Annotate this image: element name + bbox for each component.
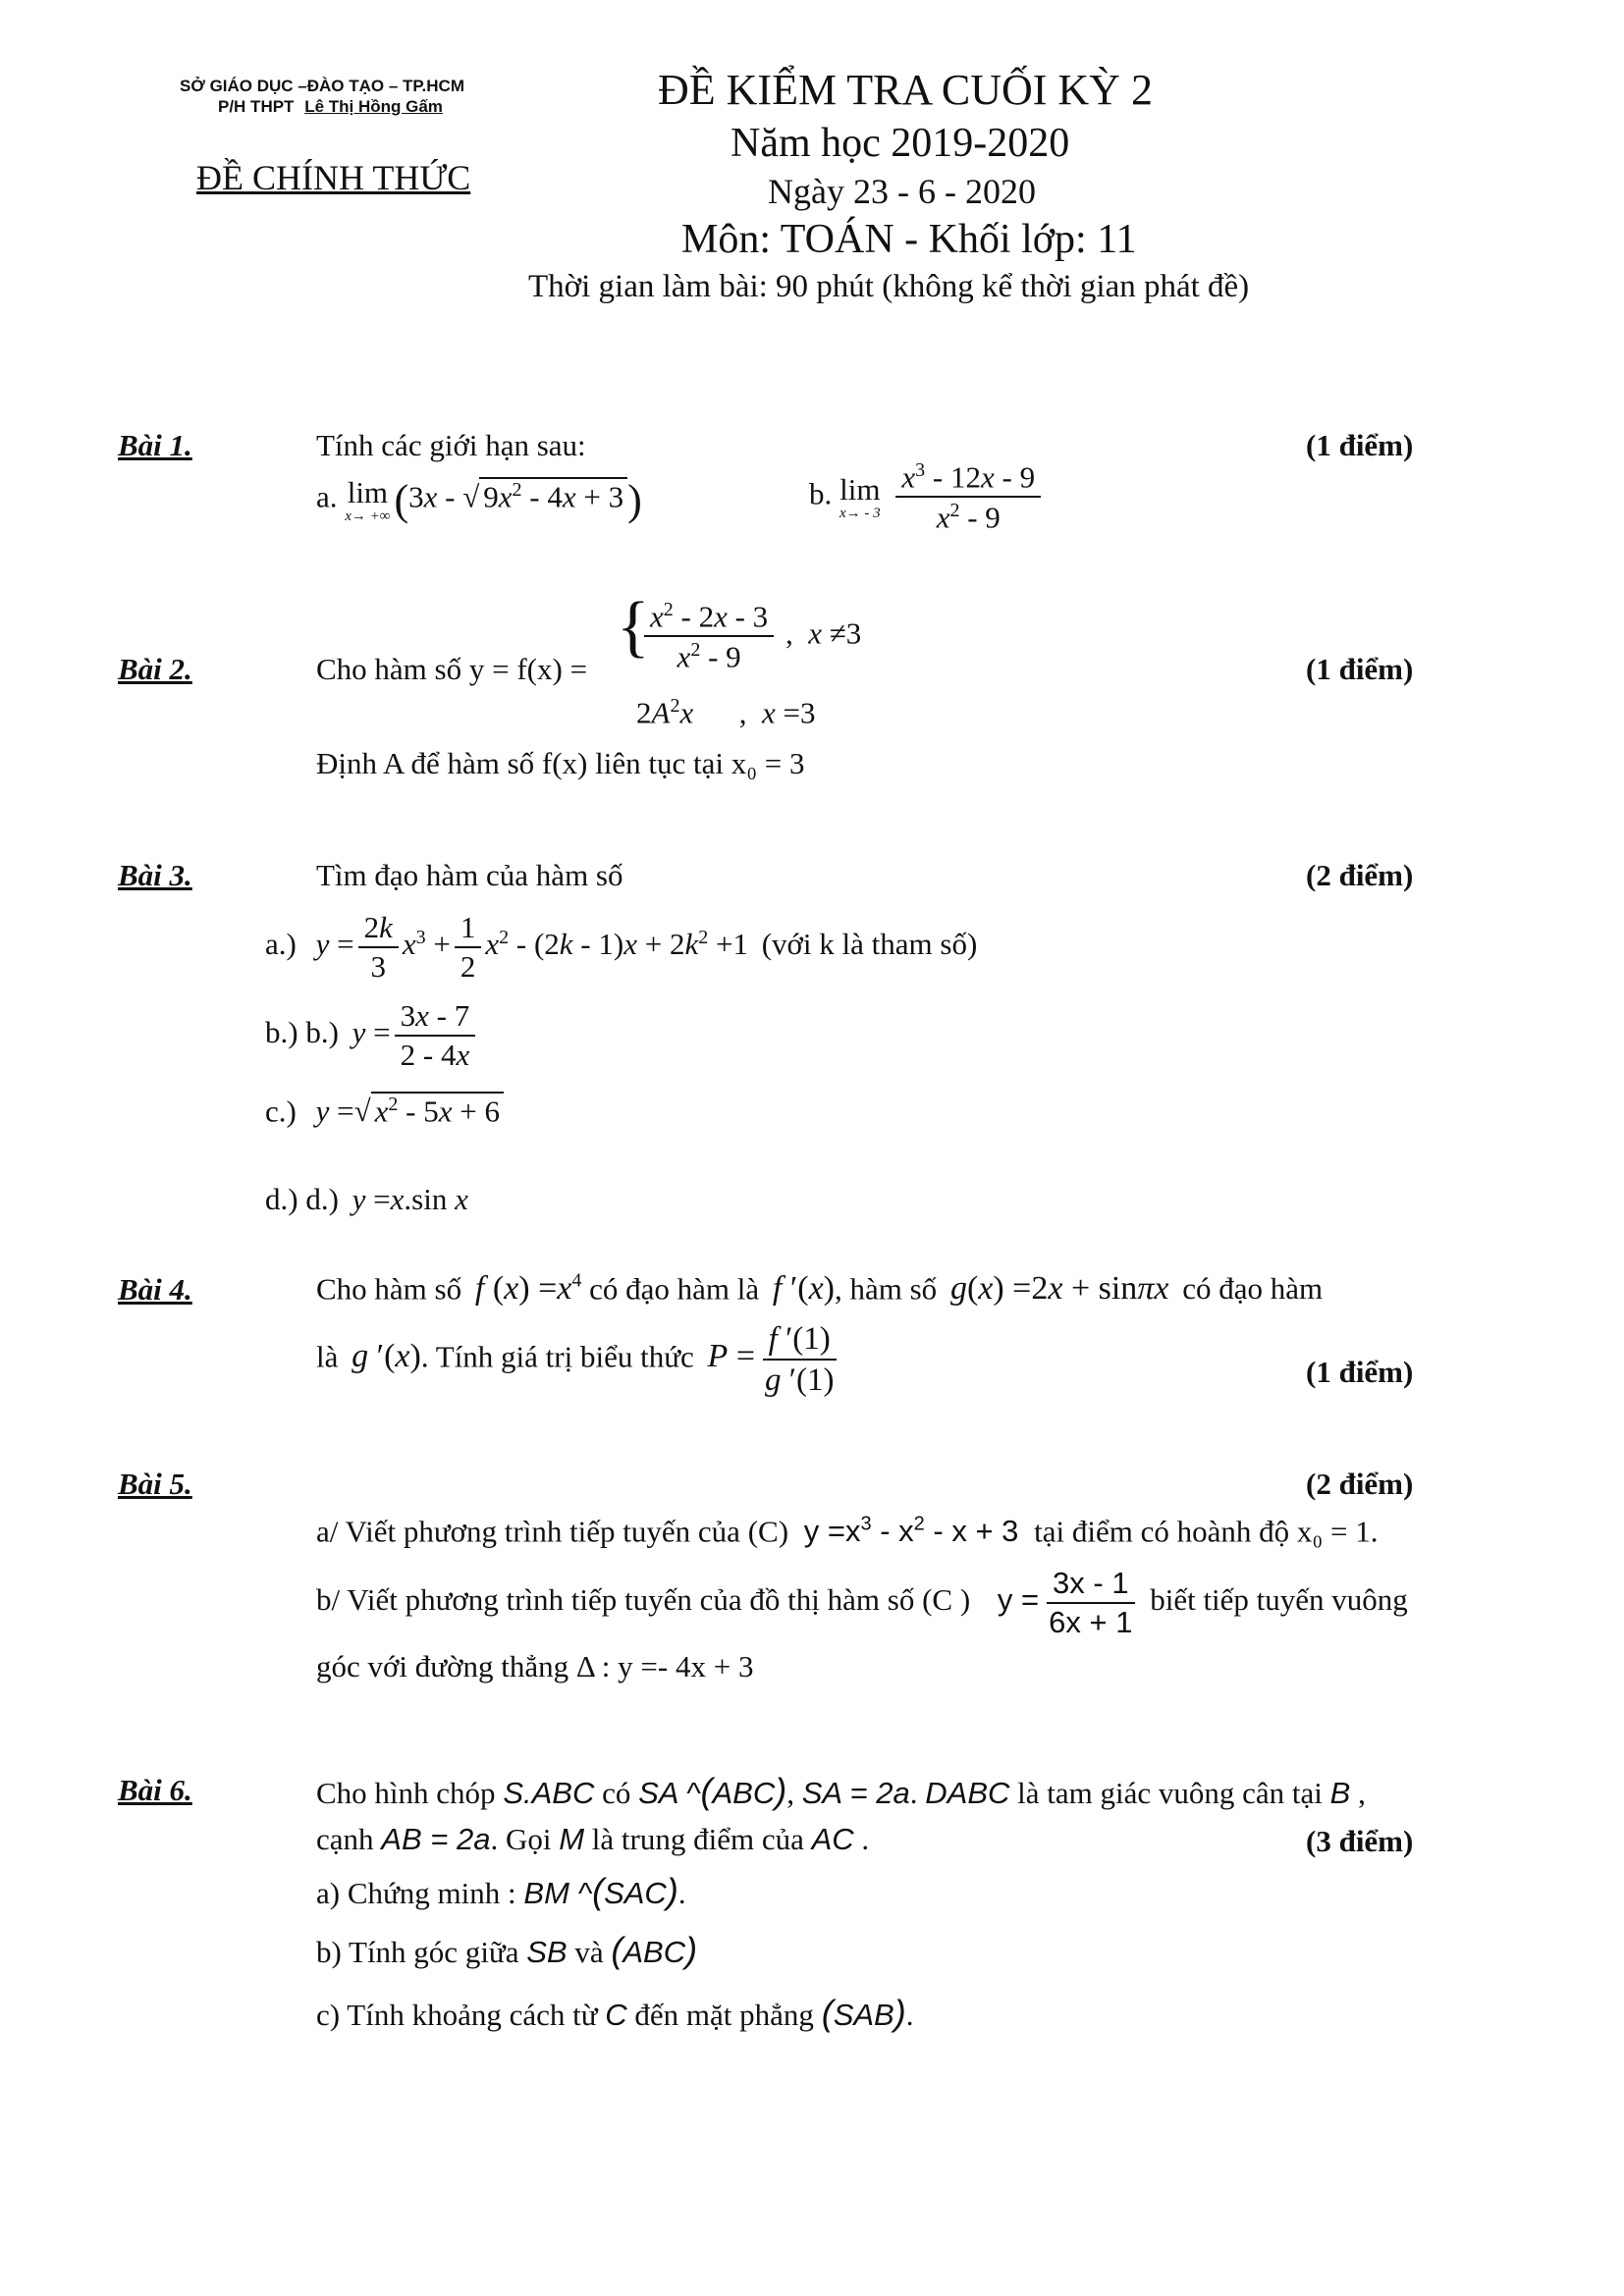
bai6-text-e: . Gọi [490, 1822, 552, 1856]
school-line [218, 97, 443, 117]
bai5-b-text-2: biết tiếp tuyến vuông [1150, 1582, 1408, 1618]
piecewise-case-1: $\frac{x^2 - 2x - 3}{x^2 - 9}$ , x ≠3 [640, 599, 861, 674]
bai3-c-label: c.) [265, 1094, 297, 1129]
bai6-line2: cạnh AB = 2a. Gọi M là trung điểm của AC . [316, 1822, 870, 1856]
fraction: $\frac{x^3 - 12x - 9}{x^2 - 9}$ [895, 459, 1041, 535]
bai4-text-b: có đạo hàm là [589, 1271, 760, 1307]
duration-line: Thời gian làm bài: 90 phút (không kể thời gian phát đề) [528, 269, 1250, 304]
bai4-line1: Cho hàm số f $(x) =x^4$ có đạo hàm là f ′(x), hàm số g(x) =2x + sinπx có đạo hàm [316, 1270, 1324, 1308]
bai1-b [809, 459, 1045, 535]
bai1-label: Bài 1. [118, 428, 192, 462]
bai6-qc: c) Tính khoảng cách từ C đến mặt phẳng (SAB). [316, 1993, 914, 2033]
bai1-text: Tính các giới hạn sau: [316, 428, 586, 462]
bai6-qb-text-2: và [574, 1935, 604, 1969]
bai3-points: (2 điểm) [1306, 858, 1414, 892]
bai6-line1: Cho hình chóp S.ABC có SA ^(ABC), SA = 2a. DABC là tam giác vuông cân tại B , [316, 1771, 1366, 1811]
bai6-qa: a) Chứng minh : BM ^(SAC). [316, 1871, 686, 1911]
bai1-b-label: b. [809, 476, 833, 511]
bai2-label: Bài 2. [118, 652, 192, 686]
bai6-text-b: có [602, 1776, 631, 1810]
bai5-a-text-1: a/ Viết phương trình tiếp tuyến của (C) [316, 1514, 789, 1549]
bai4-points: (1 điểm) [1306, 1355, 1414, 1389]
bai5-a: a/ Viết phương trình tiếp tuyến của (C) $y =x^3 - x^2 - x + 3$ tại điểm có hoành độ x₀ = 1. [316, 1514, 1379, 1549]
bai4-text-a: Cho hàm số [316, 1271, 462, 1307]
bai3-d-label: d.) d.) [265, 1182, 339, 1216]
bai1-points: (1 điểm) [1306, 428, 1414, 462]
bai1-a: a. lim x→ +∞ (3x - √ $9x^2 - 4x + 3$) [316, 475, 642, 524]
bai2-points: (1 điểm) [1306, 652, 1414, 686]
bai4-text-d: có đạo hàm [1182, 1271, 1324, 1307]
bai3-a: a.) y = $\frac{2k}{3}$ $x^3$ + $\frac{1}{2}$ $x^2 - (2k - 1)x + 2k^2 +1$ (với k là tham số) [265, 910, 978, 985]
bai6-label: Bài 6. [118, 1773, 192, 1807]
exam-date: Ngày 23 - 6 - 2020 [768, 172, 1036, 211]
subject-line: Môn: TOÁN - Khối lớp: 11 [681, 217, 1137, 262]
bai6-qb: b) Tính góc giữa SB và (ABC) [316, 1930, 698, 1970]
bai3-label: Bài 3. [118, 858, 192, 892]
bai1-a-label: a. [316, 479, 338, 514]
bai4-text-c: , hàm số [835, 1271, 938, 1307]
official-label: ĐỀ CHÍNH THỨC [196, 158, 471, 197]
bai6-text-d: cạnh [316, 1822, 374, 1856]
bai3-a-label: a.) [265, 927, 297, 962]
bai6-points: (3 điểm) [1306, 1824, 1414, 1858]
fraction: $\frac{2k}{3}$ [358, 911, 399, 984]
fraction: $\frac{x^2 - 2x - 3}{x^2 - 9}$ [644, 599, 774, 674]
bai6-text-f: là trung điểm của [591, 1822, 804, 1856]
piecewise-brace: { [617, 589, 650, 665]
bai3-b-label: b.) b.) [265, 1015, 339, 1050]
school-prefix: P/H THPT [218, 97, 295, 116]
fraction: $\frac{3x - 1}{6x + 1}$ [1043, 1567, 1138, 1639]
department-name: SỞ GIÁO DỤC –ĐÀO TẠO – TP.HCM [180, 77, 464, 95]
bai2-text: Cho hàm số y = f(x) = [316, 652, 588, 686]
bai5-b-text-1: b/ Viết phương trình tiếp tuyến của đồ thị hàm số (C ) [316, 1582, 971, 1618]
bai5-a-text-2: tại điểm có hoành độ x₀ = 1. [1034, 1514, 1379, 1549]
bai3-d: d.) d.) y =x.sin x [265, 1182, 468, 1216]
bai3-text: Tìm đạo hàm của hàm số [316, 858, 623, 892]
bai5-label: Bài 5. [118, 1467, 192, 1501]
bai4-line2: là g ′(x). Tính giá trị biểu thức P = $\frac{f '(1)}{g '(1)}$ [316, 1321, 843, 1399]
bai6-qa-text: a) Chứng minh : [316, 1876, 516, 1910]
school-year: Năm học 2019-2020 [731, 121, 1070, 166]
fraction: $\frac{3x - 7}{2 - 4x}$ [395, 999, 476, 1072]
bai3-b: b.) b.) y = $\frac{3x - 7}{2 - 4x}$ [265, 999, 479, 1072]
bai6-qc-text-1: c) Tính khoảng cách từ [316, 1998, 598, 2032]
piecewise-case-2: $2A^2x$ , x =3 [636, 695, 816, 730]
exam-title: ĐỀ KIỂM TRA CUỐI KỲ 2 [658, 66, 1153, 114]
school-name: Lê Thị Hồng Gấm [304, 97, 443, 116]
bai4-label: Bài 4. [118, 1272, 192, 1307]
bai6-text-a: Cho hình chóp [316, 1776, 496, 1810]
bai6-qc-text-2: đến mặt phẳng [634, 1998, 814, 2032]
bai4-text-e: là [316, 1339, 339, 1374]
bai4-text-f: . Tính giá trị biểu thức [420, 1339, 694, 1374]
bai2-task: Định A để hàm số f(x) liên tục tại x₀ = 3 [316, 746, 805, 780]
fraction: $\frac{f '(1)}{g '(1)}$ [759, 1321, 839, 1399]
limit-expression: lim x→ - 3 [839, 471, 881, 521]
bai5-points: (2 điểm) [1306, 1467, 1414, 1501]
fraction: $\frac{1}{2}$ [455, 911, 482, 984]
bai5-b: b/ Viết phương trình tiếp tuyến của đồ thị hàm số (C ) y = $\frac{3x - 1}{6x + 1}$ biết tiếp tuyến vuông [316, 1566, 1408, 1640]
bai3-a-note: (với k là tham số) [761, 927, 978, 962]
bai6-text-c: là tam giác vuông cân tại [1017, 1776, 1323, 1810]
bai6-qb-text-1: b) Tính góc giữa [316, 1935, 519, 1969]
bai3-c: c.) y =√ $x^2 - 5x + 6$ [265, 1092, 504, 1129]
bai5-b-text-3: góc với đường thẳng Δ : y =- 4x + 3 [316, 1649, 754, 1683]
limit-expression: lim x→ +∞ [345, 475, 391, 524]
